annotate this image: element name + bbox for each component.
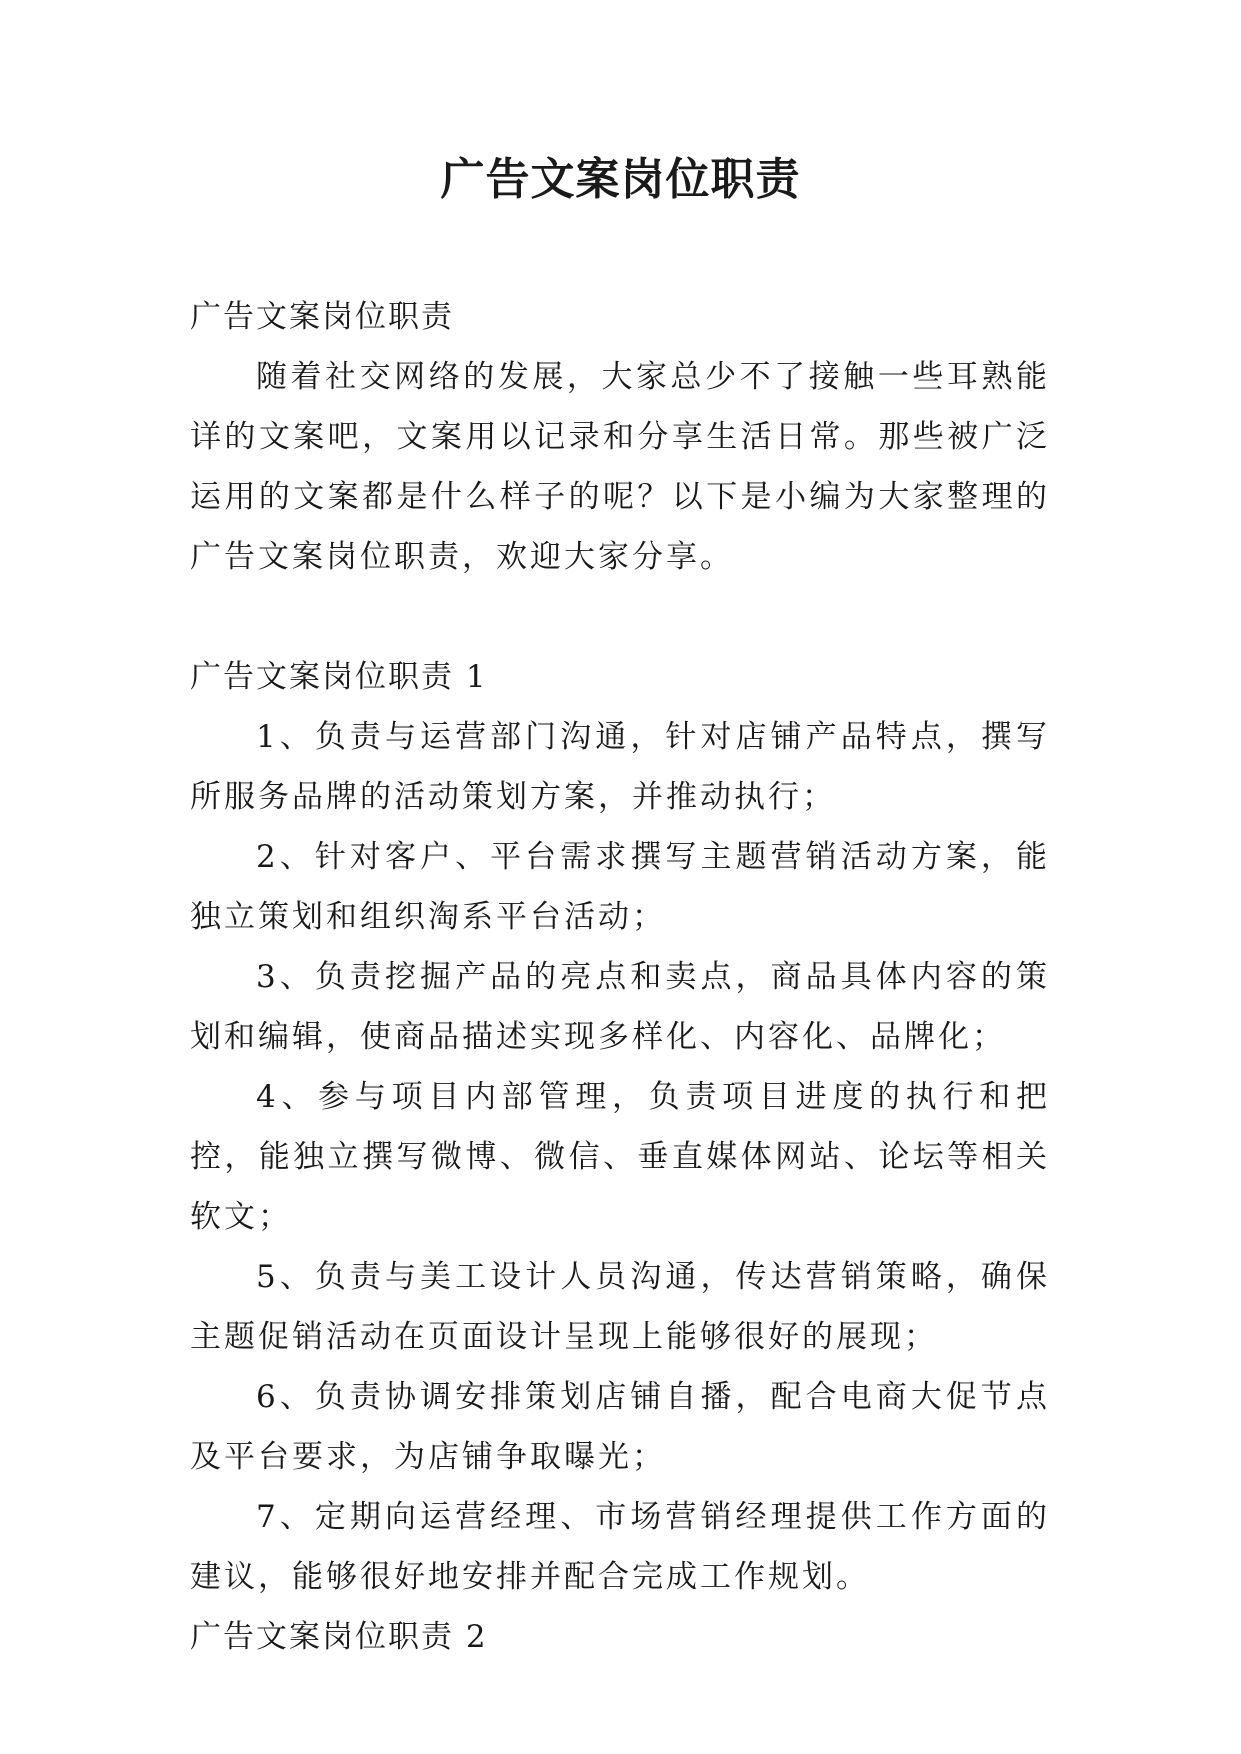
duty-item-1: 1、负责与运营部门沟通，针对店铺产品特点，撰写所服务品牌的活动策划方案，并推动执行； xyxy=(190,719,1050,815)
duty-item-5: 5、负责与美工设计人员沟通，传达营销策略，确保主题促销活动在页面设计呈现上能够很好的展现； xyxy=(190,1259,1050,1355)
document-title: 广告文案岗位职责 xyxy=(440,154,801,205)
duty-item-7: 7、定期向运营经理、市场营销经理提供工作方面的建议，能够很好地安排并配合完成工作规划。 xyxy=(190,1499,1050,1595)
section-1-heading: 广告文案岗位职责 1 xyxy=(190,659,488,695)
duty-item-3: 3、负责挖掘产品的亮点和卖点，商品具体内容的策划和编辑，使商品描述实现多样化、内容化、品牌化； xyxy=(190,959,1050,1055)
section-2-heading: 广告文案岗位职责 2 xyxy=(190,1619,488,1655)
duty-item-2: 2、针对客户、平台需求撰写主题营销活动方案，能独立策划和组织淘系平台活动； xyxy=(190,839,1050,935)
intro-heading: 广告文案岗位职责 xyxy=(190,299,454,335)
intro-paragraph: 随着社交网络的发展，大家总少不了接触一些耳熟能详的文案吧，文案用以记录和分享生活日常。那些被广泛运用的文案都是什么样子的呢？以下是小编为大家整理的广告文案岗位职责，欢迎大家分享。 xyxy=(190,359,1050,575)
duty-item-6: 6、负责协调安排策划店铺自播，配合电商大促节点及平台要求，为店铺争取曝光； xyxy=(190,1379,1050,1475)
duty-item-4: 4、参与项目内部管理，负责项目进度的执行和把控，能独立撰写微博、微信、垂直媒体网站、论坛等相关软文； xyxy=(190,1079,1050,1235)
paragraph-gap xyxy=(190,587,1050,647)
document-body xyxy=(190,287,1050,1667)
